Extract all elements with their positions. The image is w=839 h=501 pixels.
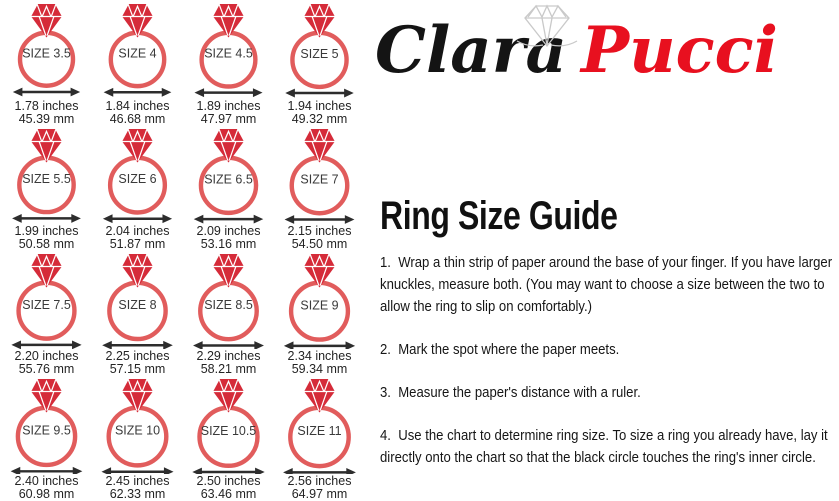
- width-arrow-icon: [103, 214, 172, 223]
- instructions: [380, 252, 835, 490]
- ring-size-label: SIZE 8: [118, 297, 157, 312]
- ring-diameter-mm: 57.15 mm: [109, 361, 166, 376]
- ring-diameter-mm: 62.33 mm: [109, 486, 166, 501]
- ring-diameter-inches: 2.15 inches: [287, 224, 352, 238]
- ring-size-cell: [1, 0, 92, 125]
- ring-diameter-inches: 1.99 inches: [14, 224, 79, 238]
- ring-diameter-mm: 49.32 mm: [291, 111, 348, 126]
- ring-size-label: SIZE 4.5: [204, 46, 253, 61]
- ring-diameter-mm: 53.16 mm: [200, 236, 257, 251]
- ring-size-cell: [92, 250, 183, 375]
- ring-diameter-inches: 2.20 inches: [14, 349, 79, 363]
- width-arrow-icon: [194, 88, 262, 97]
- ring-diameter-mm: 64.97 mm: [291, 486, 348, 501]
- instruction-step-2: 2. Mark the spot where the paper meets.: [380, 341, 620, 358]
- diamond-gem-icon: [31, 254, 62, 288]
- ring-diameter-inches: 2.45 inches: [105, 474, 170, 488]
- diamond-gem-icon: [122, 254, 153, 288]
- ring-illustration: [183, 378, 274, 474]
- ring-illustration: [92, 128, 183, 224]
- width-arrow-icon: [285, 215, 355, 224]
- width-arrow-icon: [284, 341, 355, 349]
- ring-size-label: SIZE 6.5: [204, 172, 253, 187]
- ring-diameter-mm: 55.76 mm: [18, 361, 75, 376]
- ring-size-cell: [274, 0, 365, 125]
- diamond-gem-icon: [304, 4, 335, 38]
- instruction-step-1: 1. Wrap a thin strip of paper around the base of your finger. If you have larger knuckles, measure both. (You may want to choose a size between the two to allow the ring to slip on comfortably.): [380, 254, 836, 315]
- ring-illustration: [274, 128, 365, 224]
- width-arrow-icon: [11, 467, 83, 474]
- ring-diameter-inches: 2.04 inches: [105, 224, 170, 238]
- ring-diameter-mm: 60.98 mm: [18, 486, 75, 501]
- ring-diameter-mm: 45.39 mm: [18, 111, 75, 126]
- ring-diameter-mm: 50.58 mm: [18, 236, 75, 251]
- page-title: Ring Size Guide: [380, 194, 618, 238]
- instruction-step-4: 4. Use the chart to determine ring size. To size a ring you already have, lay it directly onto the chart so that the black circle touches the ring's inner circle.: [380, 427, 832, 466]
- ring-illustration: [183, 253, 274, 349]
- ring-diameter-inches: 1.94 inches: [287, 99, 352, 113]
- width-arrow-icon: [285, 89, 353, 98]
- ring-size-cell: [274, 250, 365, 375]
- ring-illustration: [274, 253, 365, 349]
- brand-logo: [375, 2, 805, 102]
- ring-illustration: [1, 378, 92, 474]
- ring-illustration: [1, 253, 92, 349]
- ring-size-label: SIZE 11: [297, 424, 342, 439]
- ring-diameter-mm: 58.21 mm: [200, 361, 257, 376]
- diamond-gem-icon: [213, 4, 244, 38]
- ring-size-cell: [183, 0, 274, 125]
- ring-size-label: SIZE 10: [114, 423, 161, 438]
- ring-size-cell: [183, 250, 274, 375]
- ring-diameter-inches: 2.09 inches: [196, 224, 261, 238]
- diamond-gem-icon: [31, 4, 62, 38]
- width-arrow-icon: [102, 341, 173, 349]
- ring-size-label: SIZE 7.5: [22, 297, 71, 312]
- ring-size-cell: [92, 0, 183, 125]
- diamond-gem-icon: [122, 4, 153, 38]
- ring-size-label: SIZE 7: [300, 172, 339, 187]
- ring-illustration: [274, 3, 365, 99]
- ring-size-cell: [1, 250, 92, 375]
- ring-size-cell: [274, 375, 365, 500]
- ring-diameter-inches: 2.25 inches: [105, 349, 170, 363]
- brand-name-second: Pucci: [581, 13, 778, 88]
- diamond-gem-icon: [122, 129, 153, 163]
- instruction-step-3: 3. Measure the paper's distance with a ruler.: [380, 384, 641, 401]
- ring-size-chart: [1, 0, 365, 501]
- ring-diameter-inches: 1.84 inches: [105, 99, 170, 113]
- ring-illustration: [92, 253, 183, 349]
- ring-diameter-mm: 54.50 mm: [291, 236, 348, 251]
- width-arrow-icon: [12, 214, 81, 223]
- ring-size-label: SIZE 5.5: [22, 172, 71, 187]
- ring-size-label: SIZE 3.5: [22, 46, 71, 61]
- ring-size-label: SIZE 5: [300, 46, 339, 61]
- ring-diameter-inches: 1.78 inches: [14, 99, 79, 113]
- ring-diameter-mm: 51.87 mm: [109, 236, 166, 251]
- brand-name-first: Clara: [375, 13, 567, 88]
- ring-diameter-inches: 1.89 inches: [196, 99, 261, 113]
- ring-illustration: [274, 378, 365, 474]
- width-arrow-icon: [13, 88, 80, 97]
- ring-size-cell: [183, 125, 274, 250]
- ring-diameter-mm: 59.34 mm: [291, 361, 348, 376]
- width-arrow-icon: [193, 341, 264, 349]
- diamond-outline-icon: [515, 2, 579, 50]
- ring-size-label: SIZE 8.5: [204, 298, 253, 313]
- diamond-gem-icon: [213, 129, 244, 163]
- width-arrow-icon: [194, 215, 264, 224]
- ring-size-cell: [274, 125, 365, 250]
- ring-diameter-mm: 46.68 mm: [109, 111, 166, 126]
- ring-illustration: [92, 378, 183, 474]
- ring-illustration: [1, 3, 92, 99]
- ring-size-label: SIZE 9: [300, 298, 339, 313]
- ring-illustration: [183, 128, 274, 224]
- ring-size-cell: [183, 375, 274, 500]
- ring-size-cell: [1, 375, 92, 500]
- width-arrow-icon: [104, 88, 172, 97]
- ring-diameter-inches: 2.29 inches: [196, 349, 261, 363]
- ring-diameter-inches: 2.50 inches: [196, 474, 261, 488]
- diamond-gem-icon: [304, 129, 335, 163]
- ring-illustration: [92, 3, 183, 99]
- ring-diameter-inches: 2.34 inches: [287, 349, 352, 363]
- ring-illustration: [183, 3, 274, 99]
- ring-diameter-mm: 63.46 mm: [200, 486, 257, 501]
- ring-size-label: SIZE 4: [118, 46, 157, 61]
- ring-diameter-inches: 2.40 inches: [14, 474, 79, 488]
- ring-size-label: SIZE 10.5: [200, 423, 257, 438]
- ring-size-cell: [92, 375, 183, 500]
- ring-size-label: SIZE 9.5: [22, 423, 71, 438]
- ring-diameter-mm: 47.97 mm: [200, 111, 257, 126]
- diamond-gem-icon: [31, 129, 62, 163]
- ring-diameter-inches: 2.56 inches: [287, 474, 352, 488]
- width-arrow-icon: [101, 467, 173, 474]
- ring-size-label: SIZE 6: [118, 172, 157, 187]
- width-arrow-icon: [11, 340, 81, 349]
- ring-illustration: [1, 128, 92, 224]
- ring-size-cell: [1, 125, 92, 250]
- ring-size-cell: [92, 125, 183, 250]
